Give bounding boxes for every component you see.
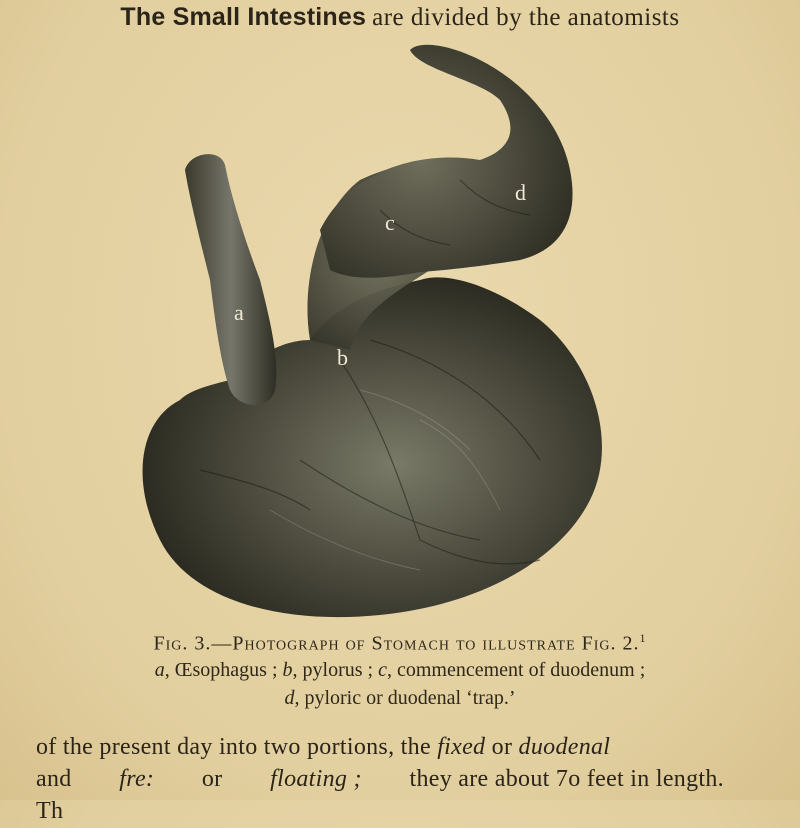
label-b: b <box>337 345 348 370</box>
legend-text-c: , commencement of duodenum ; <box>386 659 646 681</box>
stomach-photograph <box>120 40 620 625</box>
legend-key-b: b <box>282 659 293 681</box>
label-d: d <box>515 180 526 205</box>
body-line1-fixed: fixed <box>437 734 486 760</box>
body-line2-free: fre: <box>119 766 155 792</box>
legend-key-d: d <box>284 687 295 709</box>
body-line3-text: Th <box>36 798 64 824</box>
esophagus-shape <box>185 154 276 405</box>
stomach-body-shape <box>143 277 602 617</box>
legend-key-c: c <box>378 659 387 681</box>
caption-title-text: Fig. 3.—Photograph of Stomach to illustrate Fig. 2. <box>153 632 640 655</box>
body-line-3 <box>36 794 724 828</box>
legend-text-d: , pyloric or duodenal ‘trap.’ <box>294 687 516 709</box>
label-a: a <box>234 300 244 325</box>
body-line1-or: or <box>485 734 519 760</box>
body-line-2 <box>36 762 724 796</box>
figure-caption-legend-1 <box>0 656 800 684</box>
footnote-marker: 1 <box>639 631 647 645</box>
stomach-illustration <box>120 40 620 625</box>
body-line-1 <box>36 730 724 764</box>
body-line2-rest: they are about 7o feet in length. <box>409 766 724 792</box>
body-line2-floating: floating ; <box>270 766 362 792</box>
heading-bold: The Small Intestines <box>120 3 367 31</box>
figure-caption-title <box>0 624 800 658</box>
legend-text-a: , Œsophagus ; <box>164 659 283 681</box>
duodenum-shape <box>320 45 573 278</box>
body-line1-start: of the present day into two portions, the <box>36 734 438 760</box>
legend-text-b: , pylorus ; <box>292 659 379 681</box>
body-line2-and: and <box>36 766 72 792</box>
heading-rest: are divided by the anatomists <box>372 4 680 31</box>
legend-key-a: a <box>154 659 165 681</box>
page-heading <box>0 2 800 33</box>
body-line2-or: or <box>201 766 223 792</box>
figure-caption-legend-2 <box>0 684 800 712</box>
label-c: c <box>385 210 395 235</box>
body-line1-duodenal: duodenal <box>518 734 611 760</box>
